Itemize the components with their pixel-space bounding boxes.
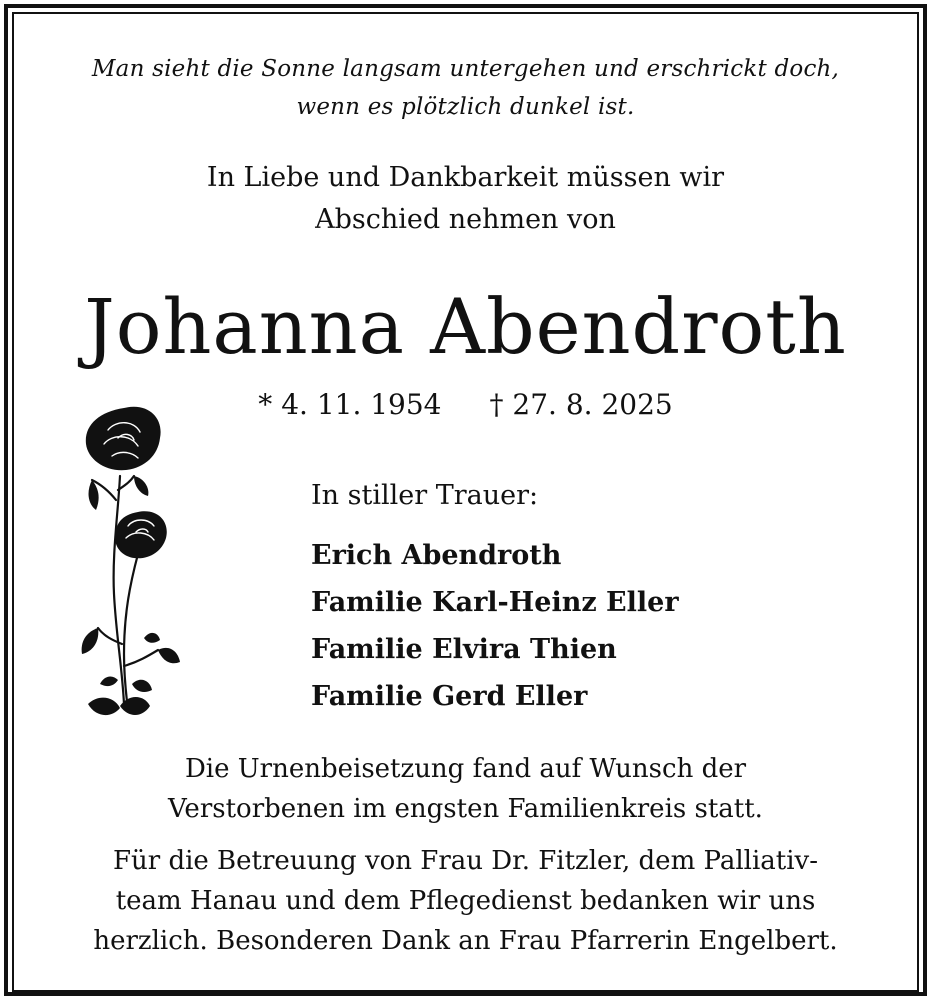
motto-line-1: Man sieht die Sonne langsam untergehen und erschrickt doch, (91, 56, 840, 82)
notice-line-1: Die Urnenbeisetzung fand auf Wunsch der (184, 754, 747, 784)
birth-date: * 4. 11. 1954 (258, 388, 442, 421)
mourner-name: Familie Gerd Eller (311, 681, 588, 712)
deceased-name: Johanna Abendroth (84, 282, 847, 371)
motto-line-2: wenn es plötzlich dunkel ist. (296, 94, 635, 120)
thanks-line-3: herzlich. Besonderen Dank an Frau Pfarrerin Engelbert. (93, 926, 838, 956)
thanks-line-1: Für die Betreuung von Frau Dr. Fitzler, dem Palliativ- (112, 846, 819, 876)
mourners-title: In stiller Trauer: (311, 480, 539, 511)
mourner-name: Familie Elvira Thien (311, 634, 617, 665)
notice-line-2: Verstorbenen im engsten Familienkreis statt. (168, 794, 763, 824)
thanks-line-2: team Hanau und dem Pflegedienst bedanken wir uns (115, 886, 816, 916)
death-date: † 27. 8. 2025 (489, 388, 673, 421)
rose-icon (78, 404, 182, 728)
mourner-name: Erich Abendroth (311, 540, 562, 571)
mourner-name: Familie Karl-Heinz Eller (311, 587, 679, 618)
intro-line-1: In Liebe und Dankbarkeit müssen wir (206, 162, 725, 193)
intro-line-2: Abschied nehmen von (315, 204, 616, 235)
